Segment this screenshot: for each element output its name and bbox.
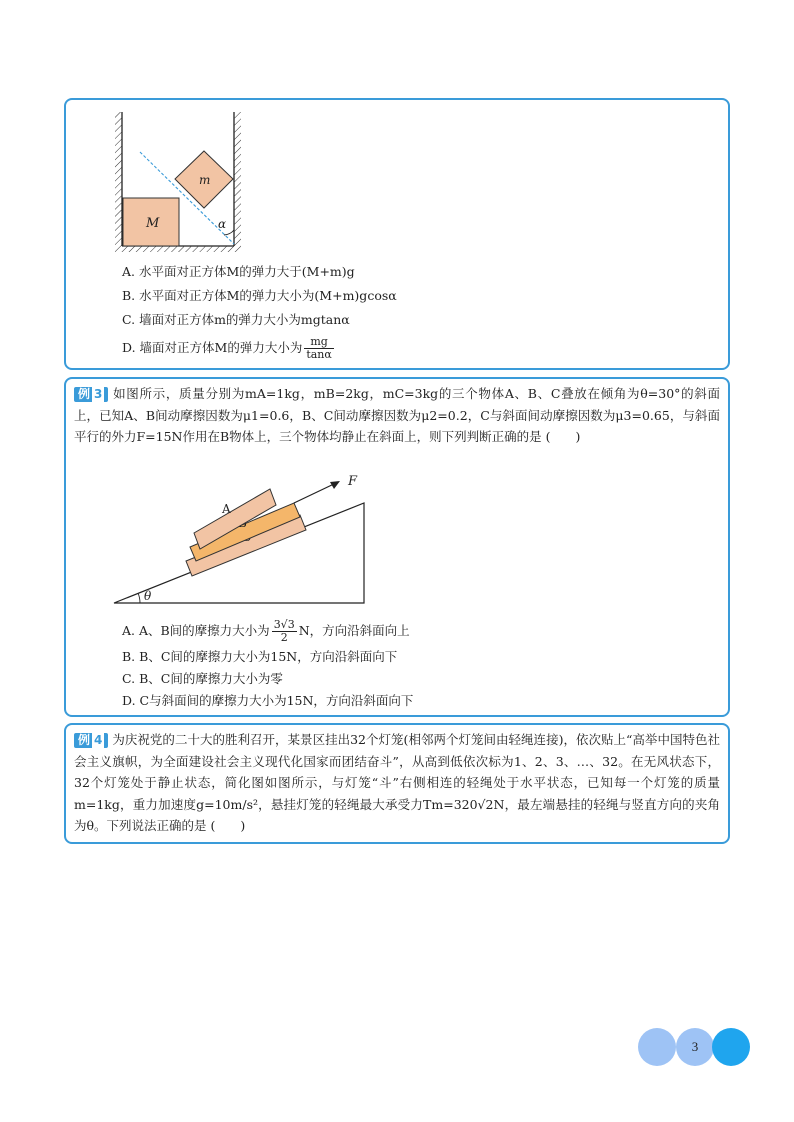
option-a-suffix: N，方向沿斜面向上	[298, 623, 410, 638]
blocks-between-walls-figure	[110, 108, 250, 260]
option-a[interactable]	[122, 619, 410, 644]
page-deco-circle-left	[638, 1028, 676, 1066]
floor-hatch	[115, 246, 241, 252]
theta-label: θ	[144, 589, 152, 603]
block-A-label: A	[222, 502, 231, 516]
force-label: F	[348, 474, 358, 489]
frac-numerator: 3√3	[273, 618, 295, 631]
frac-denominator: tanα	[306, 348, 332, 361]
option-b[interactable]: B. B、C间的摩擦力大小为15N，方向沿斜面向下	[122, 649, 398, 664]
example-4-stem: 例 4 为庆祝党的二十大的胜利召开，某景区挂出32个灯笼(相邻两个灯笼间由轻绳连接)，依次贴上“高举中国特色社会主义旗帜，为全面建设社会主义现代化国家而团结奋斗”，从高到低依次标为1、2、3、…、32。在无风状态下，32个灯笼处于静止状态，简化图如图所示，与灯笼“斗”右侧相连的轻绳处于水平状态，已知每一个灯笼的质量m=1kg，重力加速度g=10m/s²，悬挂灯笼的轻绳最大承受力Tm=320√2N，最左端悬挂的轻绳与竖直方向的夹角为θ。下列说法正确的是 ( )	[74, 732, 720, 833]
example-4-card	[64, 723, 730, 844]
option-d[interactable]: D. C与斜面间的摩擦力大小为15N，方向沿斜面向下	[122, 693, 414, 708]
force-arrow	[294, 483, 336, 503]
option-d[interactable]	[122, 336, 336, 361]
example-tag: 例 4	[74, 733, 108, 748]
frac-numerator: mg	[304, 336, 334, 349]
option-d-text: D. 墙面对正方体M的弹力大小为	[122, 340, 303, 355]
page-deco-circle-right	[712, 1028, 750, 1066]
left-wall-hatch	[115, 112, 122, 246]
question-card-blocks	[64, 98, 730, 370]
example-3-stem: 例 3 如图所示，质量分别为mA=1kg，mB=2kg，mC=3kg的三个物体A、B、C叠放在倾角为θ=30°的斜面上，已知A、B间动摩擦因数为μ1=0.6，B、C间动摩擦因数为μ2=0.2，C与斜面间动摩擦因数为μ3=0.65，与斜面平行的外力F=15N作用在B物体上，三个物体均静止在斜面上，则下列判断正确的是 ( )	[74, 386, 720, 444]
option-b[interactable]: B. 水平面对正方体M的弹力大小为(M+m)gcosα	[122, 288, 397, 303]
option-a-fraction	[272, 619, 297, 644]
incline-stack-figure	[110, 473, 380, 605]
example-3-card	[64, 377, 730, 717]
option-a-text: A. A、B间的摩擦力大小为	[122, 623, 270, 638]
option-c[interactable]: C. B、C间的摩擦力大小为零	[122, 671, 283, 686]
cube-m-label: m	[199, 173, 211, 187]
cube-M-label: M	[146, 216, 160, 231]
option-d-fraction	[304, 336, 334, 361]
option-c[interactable]: C. 墙面对正方体m的弹力大小为mgtanα	[122, 312, 350, 327]
example-tag: 例 3	[74, 387, 108, 402]
option-a[interactable]: A. 水平面对正方体M的弹力大于(M+m)g	[122, 264, 355, 279]
frac-denominator: 2	[280, 631, 288, 644]
alpha-label: α	[218, 217, 227, 231]
page-number: 3	[691, 1039, 699, 1054]
right-wall-hatch	[234, 112, 241, 246]
